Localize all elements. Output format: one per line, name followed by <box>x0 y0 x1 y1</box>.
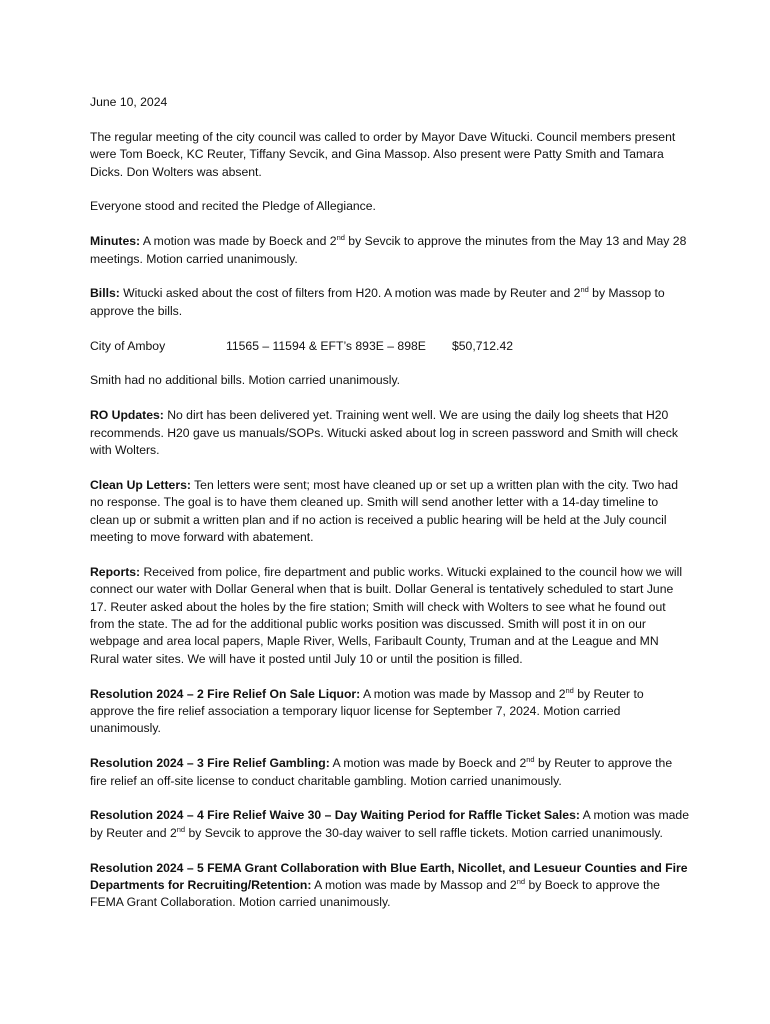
reports-paragraph: Reports: Received from police, fire department and public works. Witucki explained to the council how we will connect our water with Dollar General when that is built. Dollar General is tentatively scheduled to start June 17. Reuter asked about the holes by the fire station; Smith will check with Wolters to see what he found out from the state. The ad for the additional public works position was discussed. Smith will post it in on our webpage and area local papers, Maple River, Wells, Faribault County, Truman and at the League and MN Rural water sites. We will have it posted until July 10 or until the position is filled. <box>90 564 683 666</box>
bills-paragraph: Bills: Witucki asked about the cost of filters from H20. A motion was made by Reuter and 2nd by Massop to approve the bills. <box>90 285 665 318</box>
ro-updates-heading: RO Updates: <box>90 408 164 423</box>
clean-up-heading: Clean Up Letters: <box>90 477 191 492</box>
bills-payee: City of Amboy <box>90 338 166 353</box>
pledge-paragraph: Everyone stood and recited the Pledge of Allegiance. <box>90 199 376 214</box>
resolution-3-heading: Resolution 2024 – 3 Fire Relief Gambling: <box>90 756 330 771</box>
ro-updates-paragraph: RO Updates: No dirt has been delivered yet. Training went well. We are using the daily log sheets that H20 recommends. H20 gave us manuals/SOPs. Witucki asked about log in screen password and Smith will check with Wolters. <box>90 408 678 458</box>
bills-amount: $50,712.42 <box>452 338 513 353</box>
minutes-heading: Minutes: <box>90 234 141 249</box>
meeting-date: June 10, 2024 <box>90 95 168 109</box>
resolution-5-paragraph: Resolution 2024 – 5 FEMA Grant Collaboration with Blue Earth, Nicollet, and Lesueur Counties and Fire Departments for Recruiting/Retention: A motion was made by Massop and 2nd by Boeck to approve the FEMA Grant Collaboration. Motion carried unanimously. <box>90 860 688 910</box>
resolution-2-heading: Resolution 2024 – 2 Fire Relief On Sale Liquor: <box>90 686 361 701</box>
reports-heading: Reports: <box>90 564 141 579</box>
document-page <box>90 94 690 929</box>
minutes-paragraph: Minutes: A motion was made by Boeck and 2nd by Sevcik to approve the minutes from the May 13 and May 28 meetings. Motion carried unanimously. <box>90 233 687 266</box>
resolution-3-paragraph: Resolution 2024 – 3 Fire Relief Gambling: A motion was made by Boeck and 2nd by Reuter to approve the fire relief an off-site license to conduct charitable gambling. Motion carried unanimously. <box>90 755 673 788</box>
resolution-5-heading: Resolution 2024 – 5 FEMA Grant Collaboration with Blue Earth, Nicollet, and Lesueur Counties and Fire Departments for Recruiting/Retention: <box>90 860 688 893</box>
resolution-4-paragraph: Resolution 2024 – 4 Fire Relief Waive 30 – Day Waiting Period for Raffle Ticket Sales: A motion was made by Reuter and 2nd by Sevcik to approve the 30-day waiver to sell raffle tickets. Motion carried unanimously. <box>90 808 689 840</box>
resolution-2-paragraph: Resolution 2024 – 2 Fire Relief On Sale Liquor: A motion was made by Massop and 2nd by Reuter to approve the fire relief association a temporary liquor license for September 7, 2024. Motion carried unanimously. <box>90 685 644 736</box>
bills-heading: Bills: <box>90 286 120 301</box>
opening-paragraph: The regular meeting of the city council was called to order by Mayor Dave Witucki. Council members present were Tom Boeck, KC Reuter, Tiffany Sevcik, and Gina Massop. Also present were Patty Smith and Tamara Dicks. Don Wolters was absent. <box>90 129 676 179</box>
smith-bills-paragraph: Smith had no additional bills. Motion carried unanimously. <box>90 373 401 388</box>
resolution-4-heading: Resolution 2024 – 4 Fire Relief Waive 30 – Day Waiting Period for Raffle Ticket Sales: <box>90 808 580 823</box>
bills-checks: 11565 – 11594 & EFT’s 893E – 898E <box>226 338 426 353</box>
bills-row <box>90 338 690 355</box>
clean-up-paragraph: Clean Up Letters: Ten letters were sent; most have cleaned up or set up a written plan with the city. Two had no response. The goal is to have them cleaned up. Smith will send another letter with a 14-day timeline to clean up or submit a written plan and if no action is received a public hearing will be held at the July council meeting to move forward with abatement. <box>90 477 678 545</box>
